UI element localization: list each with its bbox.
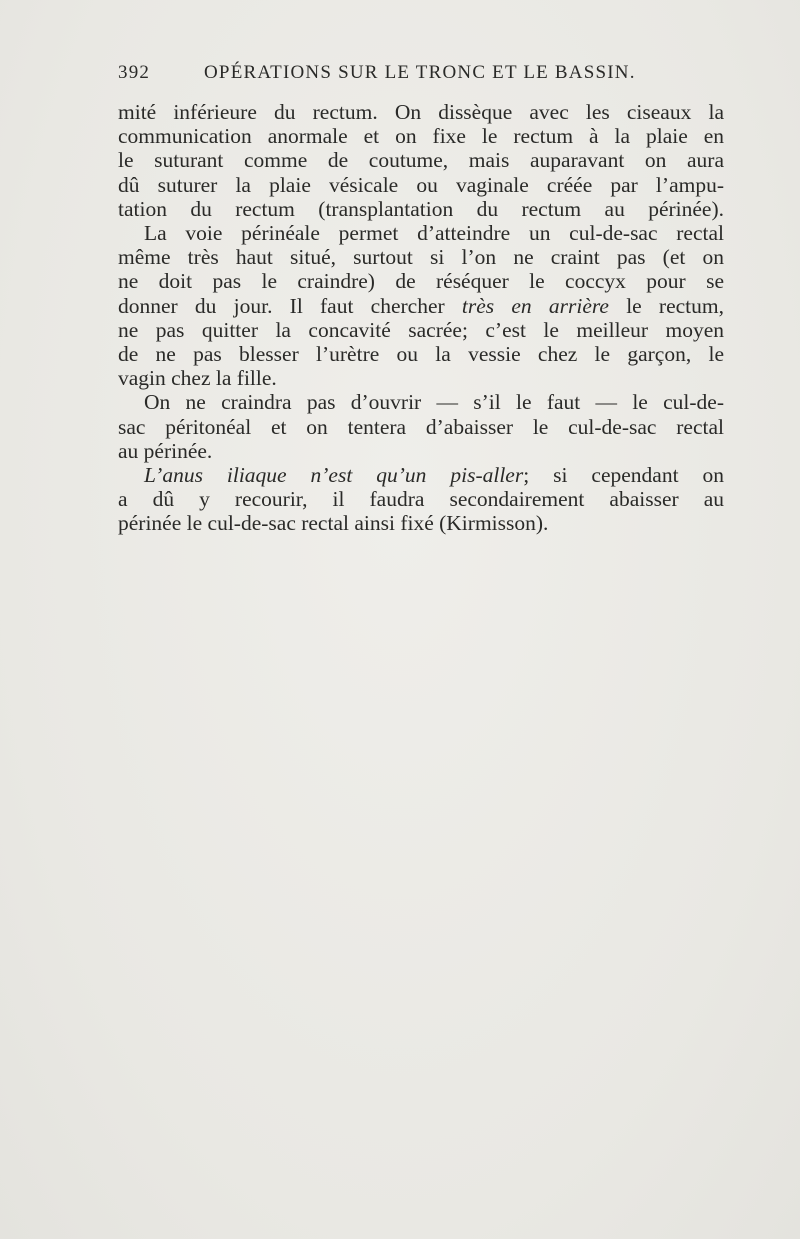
text-line: ne doit pas le craindre) de réséquer le coccyx pour se <box>118 269 724 294</box>
text-line: de ne pas blesser l’urètre ou la vessie chez le garçon, le <box>118 342 724 367</box>
text-run: ; si cependant on <box>523 463 724 488</box>
text-line: périnée le cul-de-sac rectal ainsi fixé (Kirmisson). <box>118 511 549 536</box>
text-line: sac péritonéal et on tentera d’abaisser le cul-de-sac rectal <box>118 414 724 439</box>
text-line: le suturant comme de coutume, mais auparavant on aura <box>118 148 724 173</box>
paragraph-4 <box>118 463 724 536</box>
paragraph-3 <box>118 390 724 463</box>
text-line: au périnée. <box>118 438 213 463</box>
text-line: ne pas quitter la concavité sacrée; c’est le meilleur moyen <box>118 317 724 342</box>
text-run: donner du jour. Il faut chercher <box>118 293 462 318</box>
text-line: tation du rectum (transplantation du rectum au périnée). <box>118 196 724 221</box>
page-number: 392 <box>118 62 151 83</box>
paragraph-1 <box>118 100 724 221</box>
italic-emphasis: très en arrière <box>461 293 609 318</box>
paragraph-2 <box>118 221 724 390</box>
text-line <box>118 294 724 318</box>
text-line: vagin chez la fille. <box>118 366 277 391</box>
text-line: On ne craindra pas d’ouvrir — s’il le faut — le cul-de- <box>144 390 724 415</box>
body-text <box>118 100 724 536</box>
text-line: dû suturer la plaie vésicale ou vaginale créée par l’ampu- <box>118 172 724 197</box>
text-line: a dû y recourir, il faudra secondairement abaisser au <box>118 487 724 512</box>
text-line: même très haut situé, surtout si l’on ne craint pas (et on <box>118 245 724 270</box>
text-line: La voie périnéale permet d’atteindre un cul-de-sac rectal <box>144 221 724 246</box>
text-run: le rectum, <box>608 293 725 318</box>
running-header <box>118 62 638 92</box>
text-line <box>118 463 724 487</box>
text-line: communication anormale et on fixe le rectum à la plaie en <box>118 124 724 149</box>
italic-emphasis: L’anus iliaque n’est qu’un pis-aller <box>144 463 524 488</box>
running-title: OPÉRATIONS SUR LE TRONC ET LE BASSIN. <box>204 62 636 83</box>
text-line: mité inférieure du rectum. On dissèque avec les ciseaux la <box>118 100 724 124</box>
